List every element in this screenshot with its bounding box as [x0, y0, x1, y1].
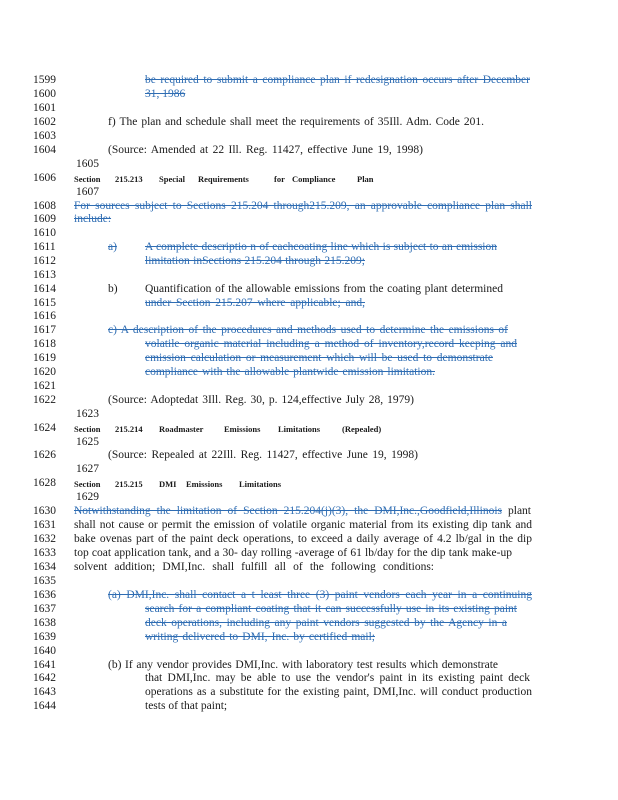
- line-number: 1614: [33, 283, 56, 295]
- line-number: 1643: [33, 686, 56, 698]
- text-line: shall not cause or permit the emission of volatile organic material from its existing dip tank and: [74, 519, 532, 531]
- heading-word: Roadmaster: [159, 424, 204, 434]
- deleted-text-line: 31, 1986: [145, 88, 186, 100]
- line-number: 1602: [33, 116, 56, 128]
- deleted-text-line: volatile organic material including a method of inventory,record keeping and: [145, 338, 517, 350]
- heading-word: 215.213: [115, 174, 143, 184]
- text-line: bake ovenas part of the paint deck operations, to exceed a daily average of 4.2 lb/gal in the dip: [74, 533, 532, 545]
- line-number: 1639: [33, 631, 56, 643]
- deleted-text-line: be required to submit a compliance plan if redesignation occurs after December: [145, 74, 530, 86]
- deleted-text-line: a): [108, 241, 117, 253]
- line-number: 1621: [33, 380, 56, 392]
- line-number: 1611: [33, 241, 56, 253]
- line-number: 1612: [33, 255, 56, 267]
- line-number: 1635: [33, 575, 56, 587]
- text-line: (b) If any vendor provides DMI,Inc. with laboratory test results which demonstrate: [108, 659, 498, 671]
- line-number: 1638: [33, 617, 56, 629]
- line-number: 1606: [33, 172, 56, 184]
- line-number: 1629: [76, 491, 99, 503]
- source-note: (Source: Amended at 22 Ill. Reg. 11427, effective June 19, 1998): [108, 144, 423, 156]
- line-number: 1599: [33, 74, 56, 86]
- line-number: 1622: [33, 394, 56, 406]
- text-line: top coat application tank, and a 30- day rolling -average of 61 lb/day for the dip tank make-up: [74, 547, 512, 559]
- source-note: (Source: Adoptedat 3Ill. Reg. 30, p. 124,effective July 28, 1979): [108, 394, 414, 406]
- text-line: solvent addition; DMI,Inc. shall fulfill all of the following conditions:: [74, 561, 434, 573]
- heading-word: Plan: [357, 174, 374, 184]
- line-number: 1620: [33, 366, 56, 378]
- deleted-text-line: deck operations, including any paint vendors suggested by the Agency in a: [145, 617, 507, 629]
- line-number: 1613: [33, 269, 56, 281]
- source-note: (Source: Repealed at 22Ill. Reg. 11427, effective June 19, 1998): [108, 449, 418, 461]
- heading-word: Special: [159, 174, 185, 184]
- line-number: 1625: [76, 436, 99, 448]
- deleted-text-line: For sources subject to Sections 215.204 through215.209, an approvable compliance plan shall: [74, 200, 532, 212]
- line-number: 1609: [33, 213, 56, 225]
- text-line: f) The plan and schedule shall meet the requirements of 35Ill. Adm. Code 201.: [108, 116, 484, 128]
- line-number: 1642: [33, 672, 56, 684]
- heading-word: 215.215: [115, 479, 143, 489]
- deleted-text-line: limitation inSections 215.204 through 215.209;: [145, 255, 365, 267]
- line-number: 1641: [33, 659, 56, 671]
- heading-word: Limitations: [278, 424, 321, 434]
- line-number: 1626: [33, 449, 56, 461]
- line-number: 1619: [33, 352, 56, 364]
- heading-word: (Repealed): [342, 424, 382, 434]
- line-number: 1640: [33, 645, 56, 657]
- line-number: 1615: [33, 297, 56, 309]
- heading-word: Section: [74, 424, 101, 434]
- line-number: 1617: [33, 324, 56, 336]
- text-line: operations as a substitute for the existing paint, DMI,Inc. will conduct production: [145, 686, 532, 698]
- line-number: 1633: [33, 547, 56, 559]
- line-number: 1627: [76, 463, 99, 475]
- line-number: 1631: [33, 519, 56, 531]
- line-number: 1610: [33, 227, 56, 239]
- text-line: Quantification of the allowable emissions from the coating plant determined: [145, 283, 503, 295]
- line-number: 1632: [33, 533, 56, 545]
- section-heading: [74, 423, 384, 435]
- deleted-text-line: A complete descriptio n of eachcoating line which is subject to an emission: [145, 241, 497, 253]
- deleted-text-line: emission calculation or measurement which will be used to demonstrate: [145, 352, 493, 364]
- text-line: b): [108, 283, 118, 295]
- line-number: 1608: [33, 200, 56, 212]
- line-number: 1623: [76, 408, 99, 420]
- deleted-text-line: writing delivered to DMI, Inc. by certified mail;: [145, 631, 375, 643]
- deleted-text-line: (a) DMI,Inc. shall contact a t least three (3) paint vendors each year in a continuing: [108, 589, 532, 601]
- line-number: 1630: [33, 505, 56, 517]
- heading-word: for: [274, 174, 285, 184]
- text-line: that DMI,Inc. may be able to use the vendor's paint in its existing paint deck: [145, 672, 530, 684]
- section-heading: [74, 478, 284, 490]
- heading-word: Requirements: [198, 174, 249, 184]
- deleted-text-line: search for a compliant coating that it can successfully use in its existing paint: [145, 603, 517, 615]
- line-number: 1634: [33, 561, 56, 573]
- deleted-text-line: c) A description of the procedures and methods used to determine the emissions of: [108, 324, 508, 336]
- heading-word: 215.214: [115, 424, 143, 434]
- line-number: 1616: [33, 310, 56, 322]
- deleted-text-line: under Section 215.207 where applicable; and,: [145, 297, 365, 309]
- line-number: 1628: [33, 477, 56, 489]
- heading-word: DMI: [159, 479, 177, 489]
- line-number: 1600: [33, 88, 56, 100]
- heading-word: Section: [74, 479, 101, 489]
- section-heading: [74, 173, 374, 185]
- heading-word: Limitations: [239, 479, 282, 489]
- line-number: 1636: [33, 589, 56, 601]
- text-line: plant: [508, 505, 531, 517]
- heading-word: Section: [74, 174, 101, 184]
- line-number: 1607: [76, 186, 99, 198]
- heading-word: Compliance: [292, 174, 336, 184]
- heading-word: Emissions: [186, 479, 223, 489]
- line-number: 1644: [33, 700, 56, 712]
- text-line: tests of that paint;: [145, 700, 228, 712]
- line-number: 1603: [33, 130, 56, 142]
- deleted-text-line: compliance with the allowable plantwide emission limitation.: [145, 366, 435, 378]
- deleted-text-line: Notwithstanding the limitation of Section 215.204(j)(3), the DMI,Inc.,Goodfield,Illinois: [74, 505, 502, 517]
- line-number: 1601: [33, 102, 56, 114]
- line-number: 1624: [33, 422, 56, 434]
- line-number: 1604: [33, 144, 56, 156]
- line-number: 1605: [76, 158, 99, 170]
- line-number: 1618: [33, 338, 56, 350]
- heading-word: Emissions: [224, 424, 261, 434]
- line-number: 1637: [33, 603, 56, 615]
- deleted-text-line: include:: [74, 213, 112, 225]
